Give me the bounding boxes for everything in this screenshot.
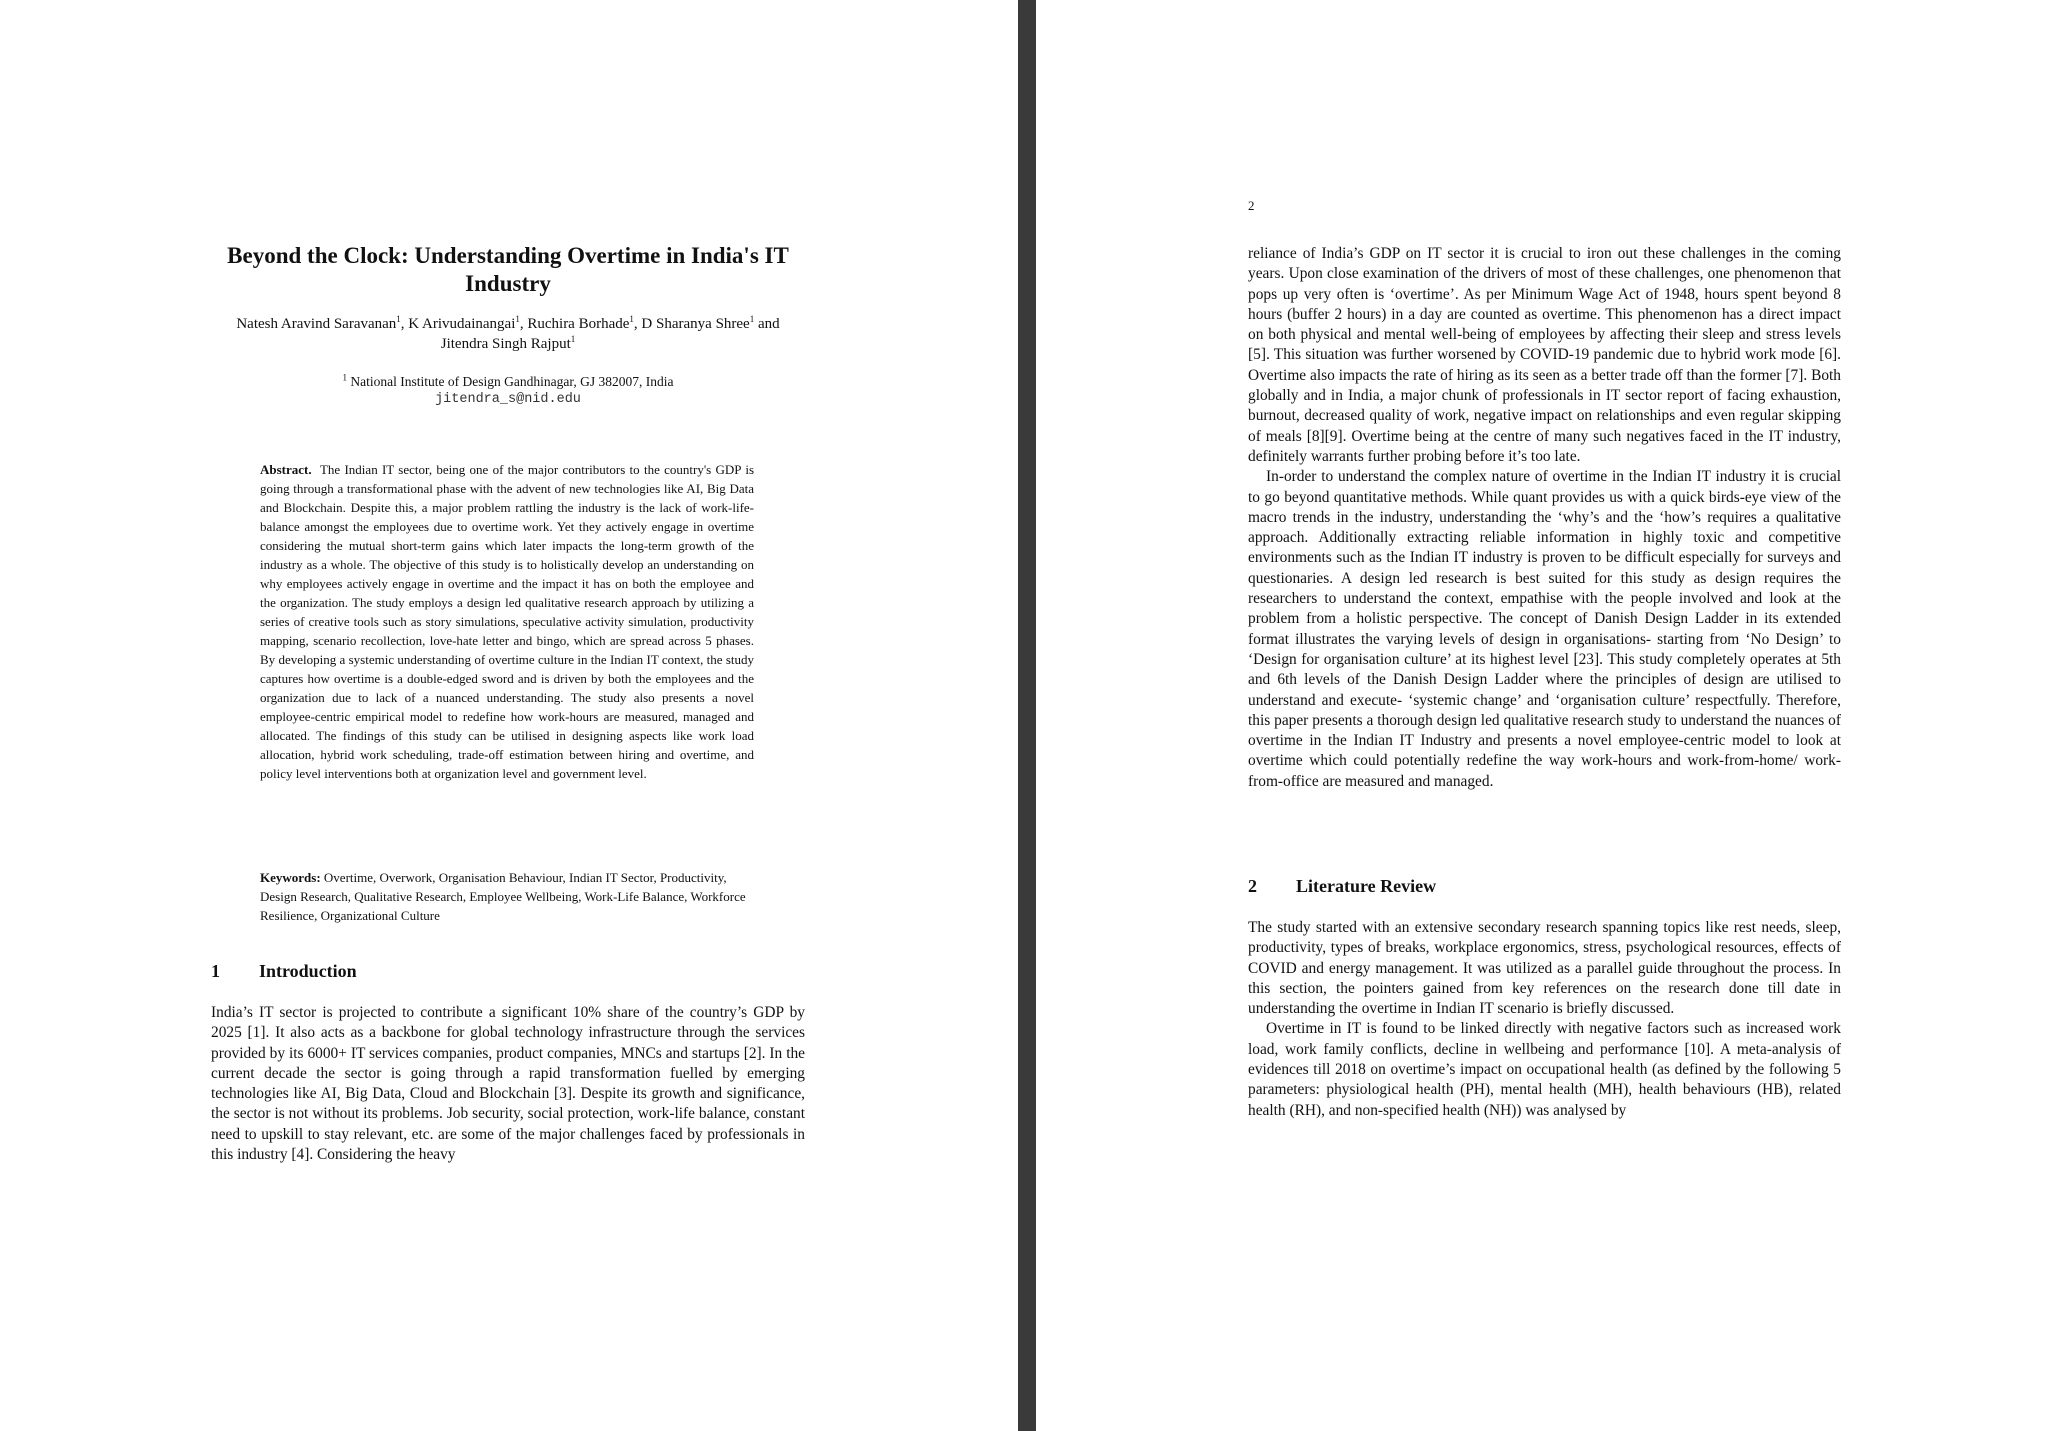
- author: Natesh Aravind Saravanan$^1$,: [236, 314, 409, 332]
- introduction-continued: [1248, 244, 1841, 792]
- literature-review-body: [1248, 918, 1841, 1121]
- keywords: [260, 868, 754, 925]
- section-heading-introduction: [211, 960, 357, 982]
- author: K Arivudainangai$^1$,: [408, 314, 528, 332]
- author: Ruchira Borhade$^1$,: [527, 314, 642, 332]
- section-title: Introduction: [259, 961, 357, 981]
- paragraph: reliance of India’s GDP on IT sector it is crucial to iron out these challenges in the coming years. Upon close examination of the drivers of most of these challenges, one phenomenon that pops up very often is ‘overtime’. As per Minimum Wage Act of 1948, hours spent beyond 8 hours (buffer 2 hours) in a day are counted as overtime. This phenomenon has a direct impact on both physical and mental well-being of employees by affecting their sleep and stress levels [5]. This situation was further worsened by COVID-19 pandemic due to hybrid work mode [6]. Overtime also impacts the rate of hiring as its seen as a better trade off than the former [7]. Both globally and in India, a major chunk of professionals in IT sector report of facing exhaustion, burnout, decreased quality of work, negative impact on relationships and even regular skipping of meals [8][9]. Overtime being at the centre of many such negatives faced in the IT industry, definitely warrants further probing before it’s too late.: [1248, 245, 1841, 465]
- section-number: 2: [1248, 876, 1257, 896]
- paragraph: In-order to understand the complex nature of overtime in the Indian IT industry it is crucial to go beyond quantitative methods. While quant provides us with a quick birds-eye view of the macro trends in the industry, understanding the ‘why’s and the ‘how’s requires a qualitative approach. Additionally extracting reliable information in highly toxic and competitive environments such as the Indian IT industry is proven to be difficult especially for surveys and questionaries. A design led research is best suited for this study as design requires the researchers to understand the context, empathise with the people involved and look at the problem from a holistic perspective. The concept of Danish Design Ladder in its extended format illustrates the varying levels of design in organisations- starting from ‘No Design’ to ‘Design for organisation culture’ at its highest level [23]. This study completely operates at 5th and 6th levels of the Danish Design Ladder where the principles of design are utilised to understand and execute- ‘systemic change’ and ‘organisation culture’ respectfully. Therefore, this paper presents a thorough design led qualitative research study to understand the nuances of overtime in the Indian IT Industry and presents a novel employee-centric model to look at overtime which could potentially redefine the way work-hours and work-from-home/ work-from-office are measured and managed.: [1248, 468, 1841, 790]
- section-heading-literature-review: [1248, 875, 1436, 897]
- abstract: [260, 460, 754, 783]
- paragraph: The study started with an extensive secondary research spanning topics like rest needs, sleep, productivity, types of breaks, workplace ergonomics, stress, psychological resources, effects of COVID and energy management. It was utilized as a parallel guide throughout the process. In this section, the pointers gained from key references on the research done till date in understanding the overtime in Indian IT scenario is briefly discussed.: [1248, 919, 1841, 1018]
- introduction-body: [211, 1003, 805, 1165]
- left-page: [0, 0, 1018, 1431]
- affiliation: $^1$ National Institute of Design Gandhinagar, GJ 382007, India jitendra_s@nid.edu: [220, 373, 796, 409]
- keywords-label: Keywords:: [260, 870, 321, 885]
- paper-title: Beyond the Clock: Understanding Overtime in India's IT Industry: [227, 243, 789, 296]
- author-list: [220, 314, 796, 354]
- section-title: Literature Review: [1296, 876, 1437, 896]
- paragraph: India’s IT sector is projected to contribute a significant 10% share of the country’s GDP by 2025 [1]. It also acts as a backbone for global technology infrastructure through the services provided by its 6000+ IT services companies, product companies, MNCs and startups [2]. In the current decade the sector is going through a rapid transformation fuelled by emerging technologies like AI, Big Data, Cloud and Blockchain [3]. Despite its growth and significance, the sector is not without its problems. Job security, social protection, work-life balance, constant need to upskill to stay relevant, etc. are some of the major challenges faced by professionals in this industry [4]. Considering the heavy: [211, 1004, 805, 1164]
- abstract-label: Abstract.: [260, 462, 312, 477]
- paragraph: Overtime in IT is found to be linked directly with negative factors such as increased work load, work family conflicts, decline in wellbeing and performance [10]. A meta-analysis of evidences till 2018 on overtime’s impact on occupational health (as defined by the following 5 parameters: physiological health (PH), mental health (MH), health behaviours (HB), related health (RH), and non-specified health (NH)) was analysed by: [1248, 1020, 1841, 1119]
- keywords-text: Overtime, Overwork, Organisation Behaviour, Indian IT Sector, Productivity, Design Research, Qualitative Research, Employee Wellbeing, Work-Life Balance, Workforce Resilience, Organizational Culture: [260, 870, 746, 923]
- page-divider: [1018, 0, 1036, 1431]
- author: D Sharanya Shree$^1$ and: [641, 314, 780, 332]
- author: Jitendra Singh Rajput$^1$: [440, 334, 576, 352]
- abstract-text: The Indian IT sector, being one of the major contributors to the country's GDP is going through a transformational phase with the advent of new technologies like AI, Big Data and Blockchain. Despite this, a major problem rattling the industry is the lack of work-life-balance amongst the employees due to overtime work. Yet they actively engage in overtime considering the mutual short-term gains which later impacts the long-term growth of the industry as a whole. The objective of this study is to holistically develop an understanding on why employees actively engage in overtime and the impact it has on both the employee and the organization. The study employs a design led qualitative research approach by utilizing a series of creative tools such as story simulations, speculative activity simulation, productivity mapping, scenario recollection, love-hate letter and bingo, which are spread across 5 phases. By developing a systemic understanding of overtime culture in the Indian IT context, the study captures how overtime is a double-edged sword and is driven by both the employees and the organization due to lack of a nuanced understanding. The study also presents a novel employee-centric empirical model to redefine how work-hours are measured, managed and allocated. The findings of this study can be utilised in designing aspects like work load allocation, hybrid work scheduling, trade-off estimation between hiring and overtime, and policy level interventions both at organization level and government level.: [260, 462, 754, 781]
- contact-email[interactable]: jitendra_s@nid.edu: [435, 392, 581, 407]
- section-number: 1: [211, 961, 220, 981]
- page-number: 2: [1248, 198, 1255, 213]
- affiliation-text: National Institute of Design Gandhinagar, GJ 382007, India: [350, 374, 674, 389]
